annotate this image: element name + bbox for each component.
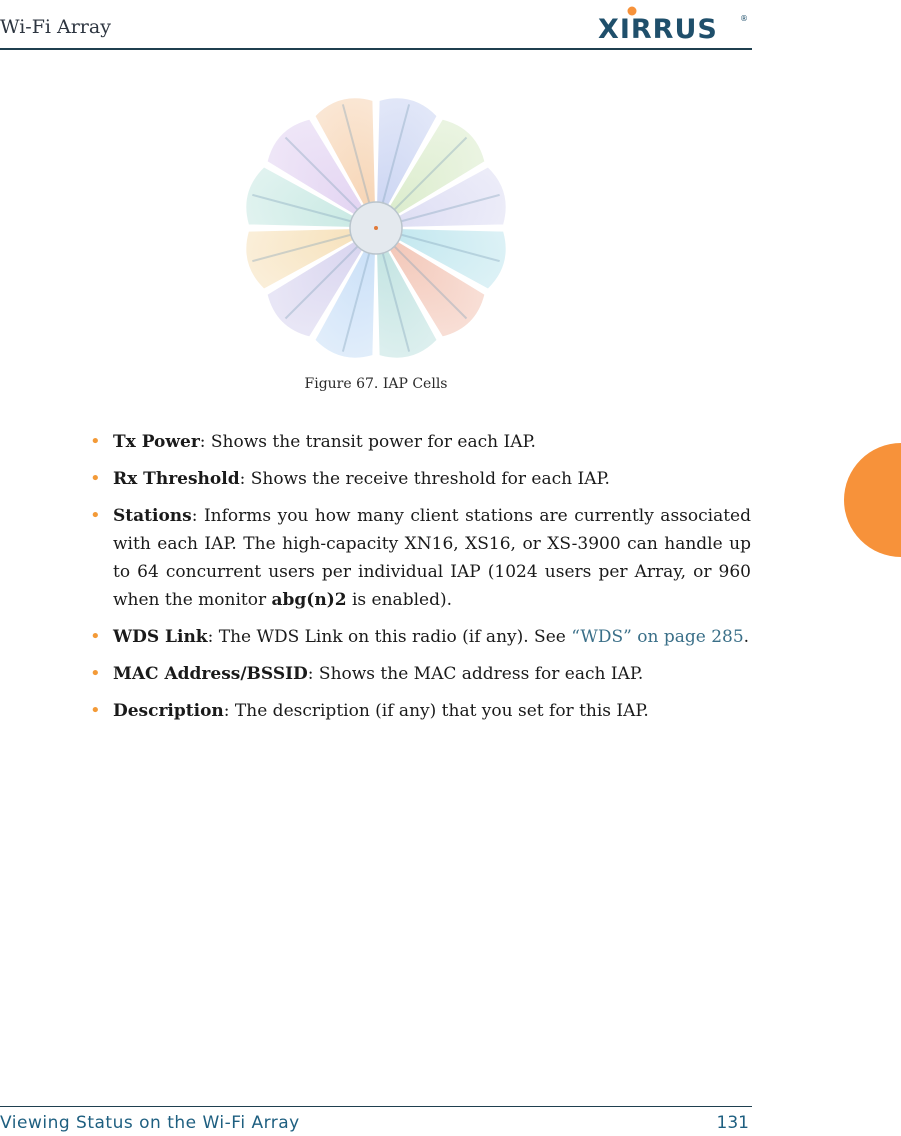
figure-caption: Figure 67. IAP Cells xyxy=(304,376,448,392)
iap-cells-figure xyxy=(238,90,514,370)
page-number: 131 xyxy=(716,1113,749,1133)
footer-rule xyxy=(0,1106,752,1107)
description-end: is enabled). xyxy=(346,590,452,610)
list-item xyxy=(90,502,751,614)
description: : Shows the receive threshold for each IAP. xyxy=(239,469,610,489)
header-rule xyxy=(0,48,752,50)
list-item xyxy=(90,697,751,725)
chapter-tab xyxy=(844,443,901,557)
description: : The WDS Link on this radio (if any). See xyxy=(207,627,572,647)
bullet-icon: • xyxy=(90,626,101,647)
inline-code: abg(n)2 xyxy=(271,590,347,610)
xirrus-logo-graphic xyxy=(596,6,748,44)
page-header-title: Wi-Fi Array xyxy=(0,16,111,38)
logo-text: XIRRUS xyxy=(598,14,718,44)
bullet-icon: • xyxy=(90,505,101,526)
bullet-icon: • xyxy=(90,700,101,721)
term: Stations xyxy=(113,506,192,526)
wds-page-link[interactable]: “WDS” on page 285 xyxy=(571,627,744,647)
description: : Shows the MAC address for each IAP. xyxy=(307,664,644,684)
bullet-icon: • xyxy=(90,663,101,684)
list-item xyxy=(90,623,751,651)
description: : Informs you how many client stations are currently associated with each IAP. The high-capacity XN16, XS16, or XS-3900 can handle up to 64 concurrent users per individual IAP (1024 users per Array, or 960 when the monitor xyxy=(113,506,751,610)
bullet-icon: • xyxy=(90,431,101,452)
term: Tx Power xyxy=(113,432,200,452)
description: : The description (if any) that you set for this IAP. xyxy=(223,701,649,721)
footer-section-title: Viewing Status on the Wi-Fi Array xyxy=(0,1113,300,1133)
xirrus-logo xyxy=(596,6,748,48)
bullet-icon: • xyxy=(90,468,101,489)
list-item xyxy=(90,428,751,456)
term: Rx Threshold xyxy=(113,469,240,489)
svg-text:®: ® xyxy=(740,14,748,23)
description-end: . xyxy=(743,627,750,647)
array-hub-center xyxy=(374,226,378,230)
term: MAC Address/BSSID xyxy=(113,664,308,684)
iap-cells-diagram xyxy=(238,90,514,366)
list-item xyxy=(90,660,751,688)
term: Description xyxy=(113,701,224,721)
list-item xyxy=(90,465,751,493)
term: WDS Link xyxy=(113,627,208,647)
bullet-list xyxy=(90,428,751,734)
description: : Shows the transit power for each IAP. xyxy=(199,432,536,452)
